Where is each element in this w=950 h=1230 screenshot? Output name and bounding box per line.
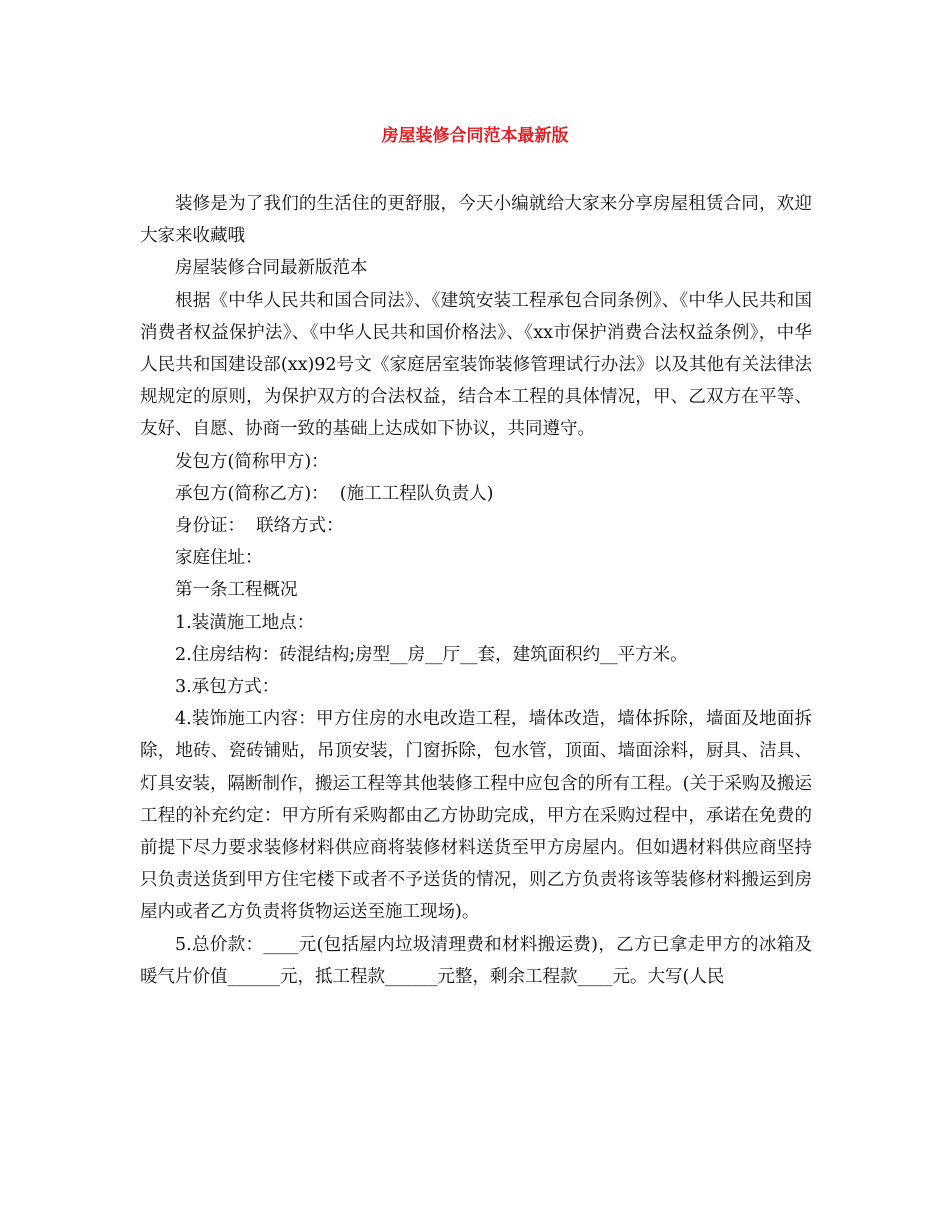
paragraph: 房屋装修合同最新版范本 — [175, 258, 368, 279]
paragraph: 根据《中华人民共和国合同法》、《建筑安装工程承包合同条例》、《中华人民共和国消费者权益保护法》、《中华人民共和国价格法》、《xx市保护消费合法权益条例》，中华人民共和国建设部(xx)92号文《家庭居室装饰装修管理试行办法》以及其他有关法律法规规定的原则，为保护双方的合法权益，结合本工程的具体情况，甲、乙双方在平等、友好、自愿、协商一致的基础上达成如下协议，共同遵守。 — [140, 290, 812, 440]
paragraph: 发包方(简称甲方)： — [175, 451, 329, 472]
paragraph: 2.住房结构：砖混结构;房型__房__厅__套，建筑面积约__平方米。 — [175, 644, 688, 665]
paragraph: 装修是为了我们的生活住的更舒服，今天小编就给大家来分享房屋租赁合同，欢迎大家来收藏哦 — [140, 194, 812, 247]
paragraph: 5.总价款：____元(包括屋内垃圾清理费和材料搬运费)，乙方已拿走甲方的冰箱及暖气片价值______元，抵工程款______元整，剩余工程款____元。大写(人民 — [140, 934, 812, 987]
paragraph: 家庭住址： — [175, 548, 263, 569]
section-heading: 第一条工程概况 — [175, 580, 298, 601]
paragraph: 3.承包方式： — [175, 677, 280, 698]
paragraph: 4.装饰施工内容：甲方住房的水电改造工程，墙体改造，墙体拆除，墙面及地面拆除，地砖、瓷砖铺贴，吊顶安装，门窗拆除，包水管，顶面、墙面涂料，厨具、洁具、灯具安装，隔断制作，搬运工程等其他装修工程中应包含的所有工程。(关于采购及搬运工程的补充约定：甲方所有采购都由乙方协助完成，甲方在采购过程中，承诺在免费的前提下尽力要求装修材料供应商将装修材料送货至甲方房屋内。但如遇材料供应商坚持只负责送货到甲方住宅楼下或者不予送货的情况，则乙方负责将该等装修材料搬运到房屋内或者乙方负责将货物运送至施工现场)。 — [140, 709, 812, 923]
document-title: 房屋装修合同范本最新版 — [381, 126, 569, 146]
paragraph: 1.装潢施工地点： — [175, 612, 315, 633]
paragraph: 承包方(简称乙方)： (施工工程队负责人) — [175, 483, 494, 504]
paragraph: 身份证： 联络方式： — [175, 516, 344, 537]
document-body — [140, 188, 812, 993]
